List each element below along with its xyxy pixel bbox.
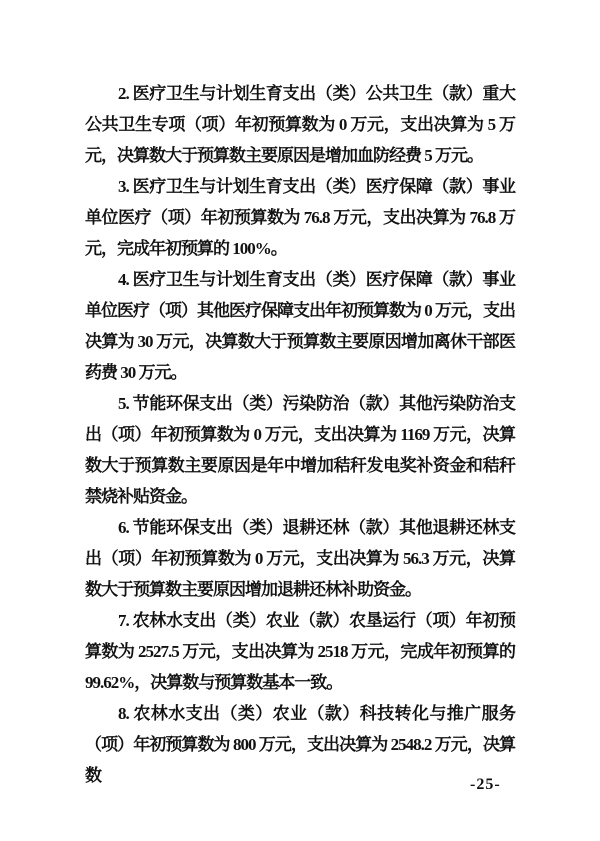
body-paragraph: 2. 医疗卫生与计划生育支出（类）公共卫生（款）重大公共卫生专项（项）年初预算数为 0 万元，支出决算为 5 万元，决算数大于预算数主要原因是增加血防经费 5 万元。	[85, 84, 515, 165]
page-number: -25-	[470, 776, 501, 793]
body-paragraph: 7. 农林水支出（类）农业（款）农垦运行（项）年初预算数为 2527.5 万元，支出决算为 2518 万元，完成年初预算的 99.62%，决算数与预算数基本一致。	[85, 611, 515, 692]
body-paragraph: 4. 医疗卫生与计划生育支出（类）医疗保障（款）事业单位医疗（项）其他医疗保障支出年初预算数为 0 万元，支出决算为 30 万元，决算数大于预算数主要原因增加离休干部医药费 30 万元。	[85, 270, 515, 382]
body-paragraph: 6. 节能环保支出（类）退耕还林（款）其他退耕还林支出（项）年初预算数为 0 万元，支出决算为 56.3 万元，决算数大于预算数主要原因增加退耕还林补助资金。	[85, 518, 515, 599]
document-body	[85, 78, 515, 791]
body-paragraph: 8. 农林水支出（类）农业（款）科技转化与推广服务（项）年初预算数为 800 万元，支出决算为 2548.2 万元，决算数	[85, 704, 515, 785]
body-paragraph: 3. 医疗卫生与计划生育支出（类）医疗保障（款）事业单位医疗（项）年初预算数为 76.8 万元，支出决算为 76.8 万元，完成年初预算的 100%。	[85, 177, 515, 258]
body-paragraph: 5. 节能环保支出（类）污染防治（款）其他污染防治支出（项）年初预算数为 0 万元，支出决算为 1169 万元，决算数大于预算数主要原因是年中增加秸秆发电奖补资金和秸秆禁烧补贴资金。	[85, 394, 515, 506]
